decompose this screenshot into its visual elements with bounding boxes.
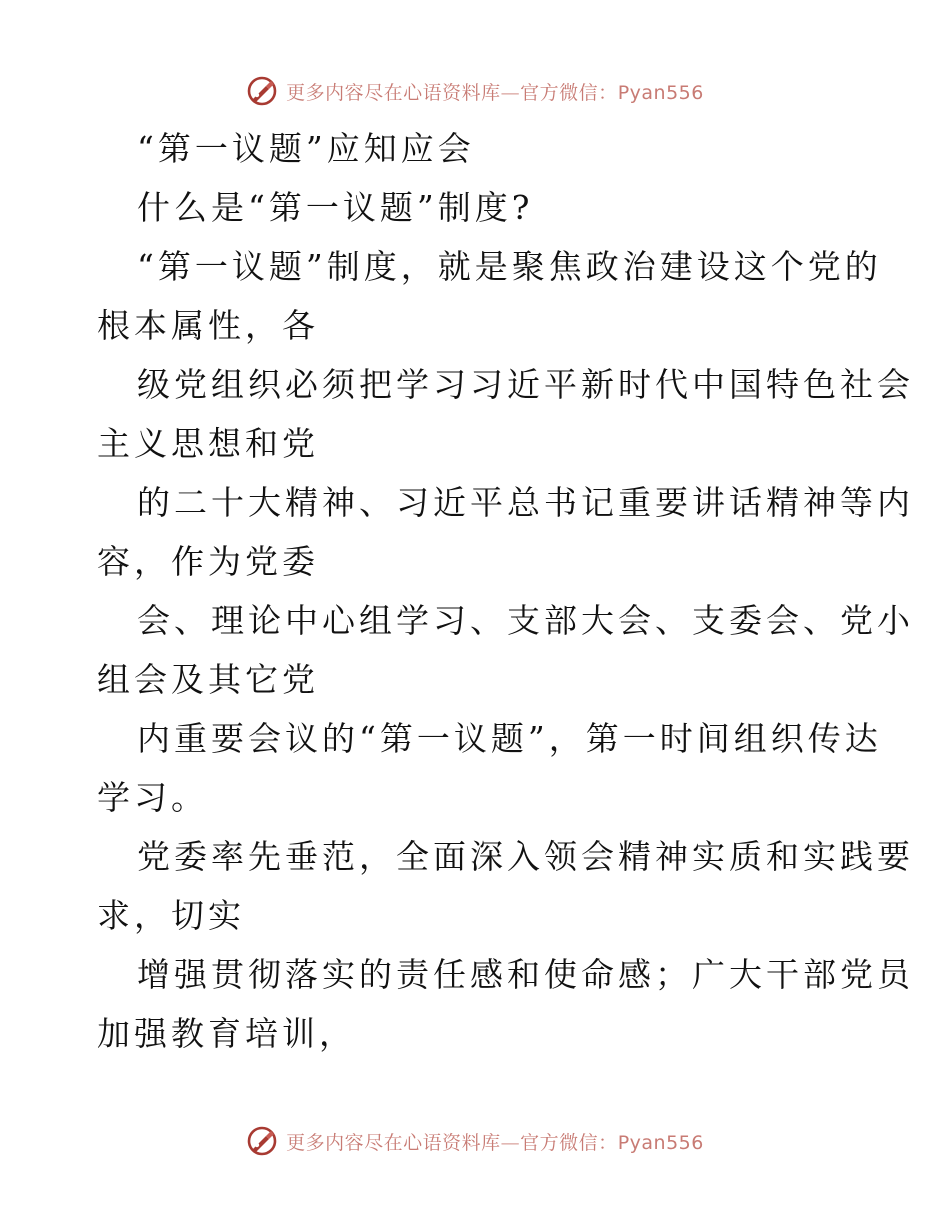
header-watermark — [0, 71, 950, 111]
paragraph-line: 组会及其它党 — [97, 660, 319, 699]
paragraph-line: 根本属性，各 — [97, 306, 319, 345]
paragraph-line: 学习。 — [97, 778, 208, 817]
paragraph-line: 增强贯彻落实的责任感和使命感；广大干部党员 — [137, 955, 914, 994]
paragraph-line: “第一议题”制度，就是聚焦政治建设这个党的 — [137, 247, 882, 286]
pen-logo-icon — [246, 75, 278, 107]
paragraph-line: 会、理论中心组学习、支部大会、支委会、党小 — [137, 601, 914, 640]
paragraph-line: 主义思想和党 — [97, 424, 319, 463]
paragraph-line: 加强教育培训， — [97, 1014, 356, 1053]
watermark-text: 更多内容尽在心语资料库—官方微信：Pyan556 — [286, 81, 704, 104]
document-title: “第一议题”应知应会 — [137, 129, 475, 168]
paragraph-line: 容，作为党委 — [97, 542, 319, 581]
paragraph-line: 级党组织必须把学习习近平新时代中国特色社会 — [137, 365, 914, 404]
document-body — [97, 119, 914, 1063]
paragraph-line: 求，切实 — [97, 896, 245, 935]
footer-watermark — [0, 1121, 950, 1161]
paragraph-line: 内重要会议的“第一议题”，第一时间组织传达 — [137, 719, 882, 758]
pen-logo-icon — [246, 1125, 278, 1157]
paragraph-line: 的二十大精神、习近平总书记重要讲话精神等内 — [137, 483, 914, 522]
watermark-text: 更多内容尽在心语资料库—官方微信：Pyan556 — [286, 1131, 704, 1154]
section-question: 什么是“第一议题”制度? — [137, 188, 534, 227]
paragraph-line: 党委率先垂范，全面深入领会精神实质和实践要 — [137, 837, 914, 876]
